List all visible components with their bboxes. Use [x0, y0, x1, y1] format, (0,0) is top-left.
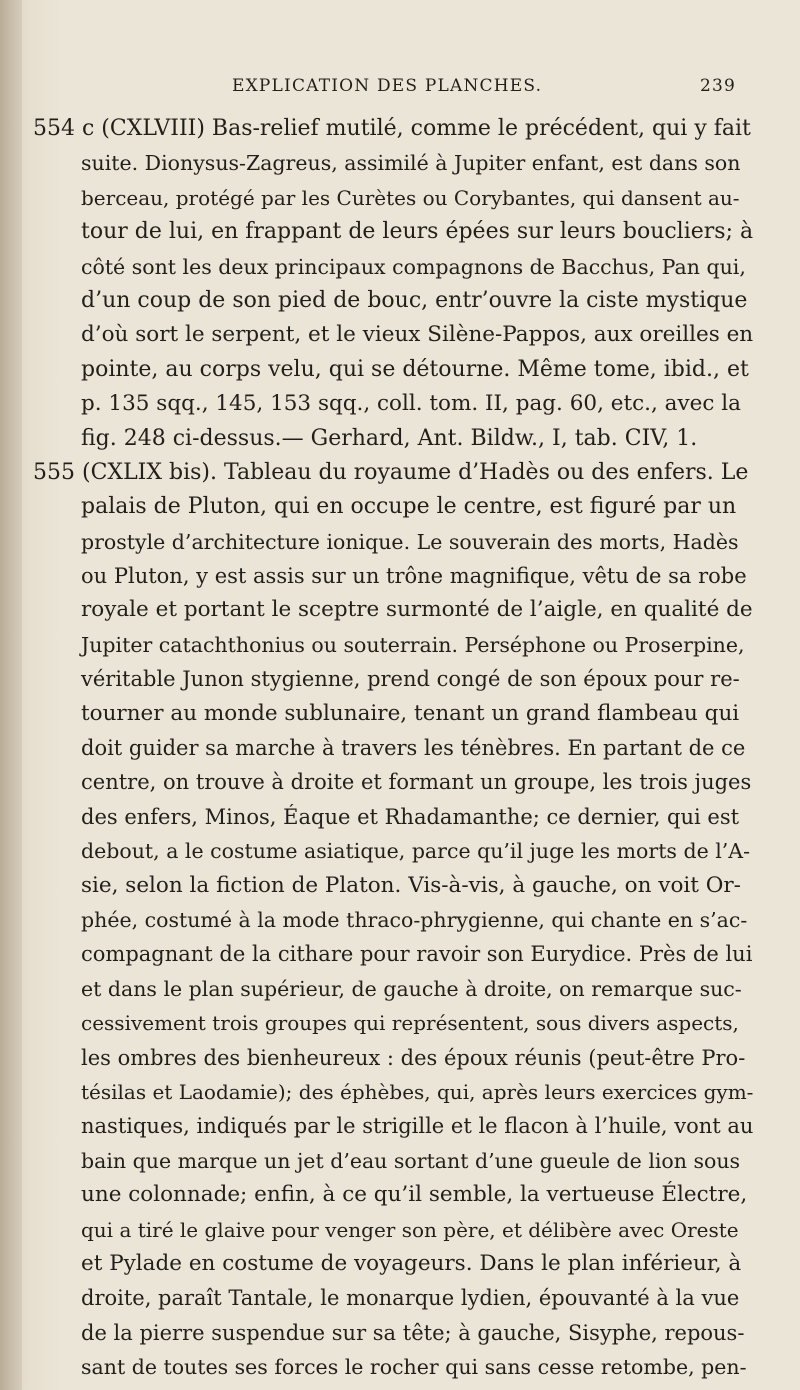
text-line: qui a tiré le glaive pour venger son père, et délibère avec Oreste	[81, 1217, 739, 1242]
text-line: pointe, au corps velu, qui se détourne. Même tome, ibid., et	[81, 356, 749, 382]
page-number: 239	[699, 76, 736, 96]
text-line: compagnant de la cithare pour ravoir son Eurydice. Près de lui	[81, 942, 753, 967]
text-line: sant de toutes ses forces le rocher qui sans cesse retombe, pen-	[81, 1355, 747, 1380]
text-line: ou Pluton, y est assis sur un trône magnifique, vêtu de sa robe	[81, 564, 747, 589]
text-line: les ombres des bienheureux : des époux réunis (peut-être Pro-	[81, 1045, 746, 1070]
text-line: 555 (CXLIX bis). Tableau du royaume d’Hadès ou des enfers. Le	[33, 459, 749, 485]
text-line: nastiques, indiqués par le strigille et le flacon à l’huile, vont au	[81, 1114, 754, 1139]
text-line: bain que marque un jet d’eau sortant d’une gueule de lion sous	[81, 1148, 741, 1173]
text-line: p. 135 sqq., 145, 153 sqq., coll. tom. II, pag. 60, etc., avec la	[81, 391, 741, 417]
text-line: royale et portant le sceptre surmonté de l’aigle, en qualité de	[81, 597, 753, 623]
text-line: cessivement trois groupes qui représentent, sous divers aspects,	[81, 1011, 739, 1036]
text-line: palais de Pluton, qui en occupe le centre, est figuré par un	[81, 494, 737, 520]
text-line: de la pierre suspendue sur sa tête; à gauche, Sisyphe, repous-	[81, 1320, 745, 1345]
text-line: d’où sort le serpent, et le vieux Silène-Pappos, aux oreilles en	[81, 322, 754, 348]
text-line: côté sont les deux principaux compagnons de Bacchus, Pan qui,	[81, 254, 746, 279]
text-line: tourner au monde sublunaire, tenant un grand flambeau qui	[81, 700, 740, 726]
text-line: droite, paraît Tantale, le monarque lydien, épouvanté à la vue	[81, 1286, 740, 1311]
text-line: debout, a le costume asiatique, parce qu’il juge les morts de l’A-	[81, 839, 751, 864]
page-gutter	[0, 0, 22, 1390]
text-line: 554 c (CXLVIII) Bas-relief mutilé, comme le précédent, qui y fait	[33, 116, 751, 141]
text-line: tésilas et Laodamie); des éphèbes, qui, après leurs exercices gym-	[81, 1079, 754, 1104]
text-line: des enfers, Minos, Éaque et Rhadamanthe; ce dernier, qui est	[81, 804, 740, 829]
text-line: centre, on trouve à droite et formant un groupe, les trois juges	[81, 770, 752, 795]
text-line: tour de lui, en frappant de leurs épées sur leurs boucliers; à	[81, 219, 754, 245]
text-line: berceau, protégé par les Curètes ou Corybantes, qui dansent au-	[81, 185, 740, 210]
text-line: Jupiter catachthonius ou souterrain. Perséphone ou Proserpine,	[81, 632, 745, 657]
text-line: véritable Junon stygienne, prend congé de son époux pour re-	[81, 667, 740, 692]
text-line: et Pylade en costume de voyageurs. Dans le plan inférieur, à	[81, 1250, 742, 1276]
text-line: et dans le plan supérieur, de gauche à droite, on remarque suc-	[81, 976, 742, 1001]
body-text	[33, 112, 753, 1384]
text-line: sie, selon la fiction de Platon. Vis-à-vis, à gauche, on voit Or-	[81, 872, 741, 898]
running-header	[232, 76, 736, 100]
header-title: EXPLICATION DES PLANCHES.	[232, 76, 543, 96]
text-line: prostyle d’architecture ionique. Le souverain des morts, Hadès	[81, 529, 739, 554]
text-line: une colonnade; enfin, à ce qu’il semble, la vertueuse Électre,	[81, 1182, 748, 1208]
text-line: d’un coup de son pied de bouc, entr’ouvre la ciste mystique	[81, 287, 748, 313]
text-line: doit guider sa marche à travers les ténèbres. En partant de ce	[81, 736, 746, 761]
text-line: suite. Dionysus-Zagreus, assimilé à Jupiter enfant, est dans son	[81, 151, 741, 176]
text-line: phée, costumé à la mode thraco-phrygienne, qui chante en s’ac-	[81, 907, 748, 932]
text-line: fig. 248 ci-dessus.— Gerhard, Ant. Bildw., I, tab. CIV, 1.	[81, 425, 698, 451]
